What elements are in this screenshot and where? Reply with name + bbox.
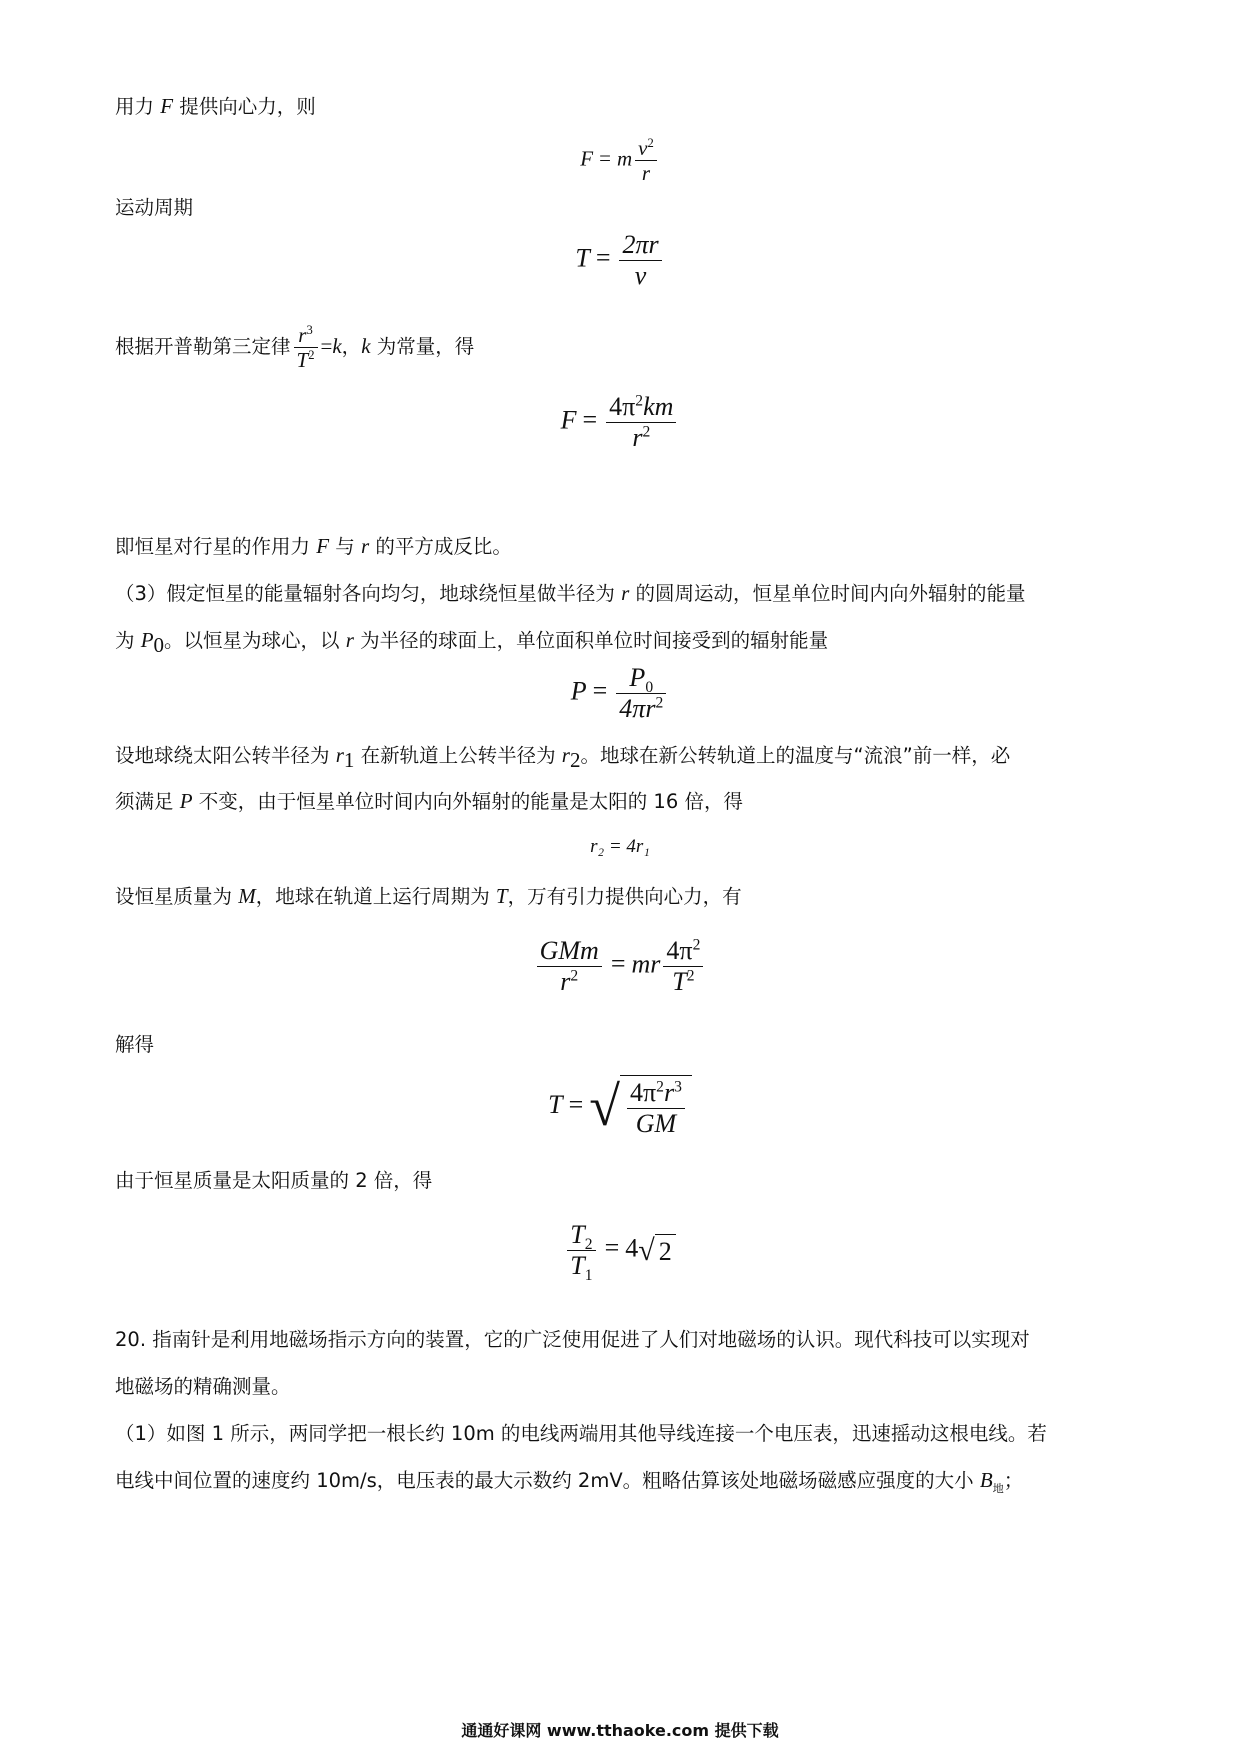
subscript: 1 [343, 747, 355, 772]
text: 不变，由于恒星单位时间内向外辐射的能量是太阳的 16 倍，得 [192, 790, 743, 813]
subscript: 0 [645, 679, 654, 697]
math-number: 4 [625, 1233, 639, 1263]
exponent: 2 [647, 136, 654, 150]
subscript: 0 [153, 632, 165, 657]
math-expression: GMm [537, 936, 602, 967]
text-line [115, 532, 1125, 561]
fraction [606, 392, 676, 453]
text: （1）如图 1 所示，两同学把一根长约 10m 的电线两端用其他导线连接一个电压表，迅速摇动这根电线。若 [115, 1422, 1047, 1445]
math-symbol: P [629, 663, 646, 692]
math-symbol: T [296, 348, 309, 372]
variable: F [160, 94, 174, 118]
math-symbol: v [638, 136, 648, 160]
text: 由于恒星质量是太阳质量的 2 倍，得 [115, 1169, 433, 1192]
text-line [115, 741, 1125, 770]
page-footer: 通通好课网 www.tthaoke.com 提供下载 [461, 1721, 779, 1740]
exponent: 2 [686, 967, 695, 985]
math-symbol: T [672, 966, 687, 996]
text: ，地球在轨道上运行周期为 [255, 885, 496, 908]
exponent: 2 [656, 1078, 664, 1096]
math-expression: km [643, 392, 674, 421]
subscript: 地 [992, 1481, 1004, 1495]
text-line [115, 1031, 1125, 1059]
variable: r [360, 534, 370, 558]
exponent: 3 [306, 322, 313, 337]
math-operator: = [568, 1089, 584, 1119]
math-symbol: T [548, 1089, 563, 1119]
fraction [635, 136, 657, 185]
subscript: 1 [584, 1267, 593, 1285]
equation-period-solved [0, 1075, 1240, 1139]
math-symbol: v [634, 260, 647, 290]
radical-sign: √ [638, 1233, 655, 1267]
equation-new-radius [0, 836, 1240, 858]
text: 的平方成反比。 [369, 535, 512, 558]
text-line [115, 787, 1125, 816]
math-symbol: r [663, 1078, 675, 1107]
math-operator: = [592, 676, 608, 706]
text: 设地球绕太阳公转半径为 [115, 744, 336, 767]
text: （3）假定恒星的能量辐射各向均匀，地球绕恒星做半径为 [115, 582, 622, 605]
text: ， [341, 335, 362, 358]
exponent: 3 [674, 1078, 682, 1096]
text: 在新轨道上公转半径为 [354, 744, 562, 767]
math-expression: 4πr [619, 693, 656, 723]
equation-force-inverse-square [0, 392, 1240, 453]
text: 。地球在新公转轨道上的温度与“流浪”前一样，必 [580, 744, 1011, 767]
math-expression: 4π [630, 1078, 657, 1107]
text: 与 [329, 535, 361, 558]
subscript: 2 [584, 1236, 593, 1254]
fraction [537, 936, 602, 997]
variable: P [140, 628, 154, 652]
text: 运动周期 [115, 196, 194, 219]
exponent: 2 [570, 967, 579, 985]
text: 提供向心力，则 [173, 95, 316, 118]
fraction [619, 230, 661, 291]
text: ，万有引力提供向心力，有 [507, 885, 742, 908]
text-line [115, 626, 1125, 655]
text-line [115, 1420, 1125, 1448]
math-expression: mr [631, 949, 661, 979]
exponent: 2 [642, 423, 651, 441]
math-symbol: m [616, 146, 633, 171]
exponent: 2 [308, 348, 315, 362]
math-symbol: k [332, 334, 342, 358]
math-number: 2 [655, 1234, 676, 1267]
radical-sign: √ [589, 1075, 620, 1138]
math-symbol: T [575, 243, 590, 273]
math-operator: = [610, 949, 626, 979]
variable: r [621, 581, 630, 605]
text-line [115, 1373, 1125, 1401]
math-symbol: r [632, 422, 643, 452]
math-symbol: r [641, 161, 651, 186]
text: 为半径的球面上，单位面积单位时间接受到的辐射能量 [353, 629, 829, 652]
math-expression: r₂ = 4r₁ [590, 836, 650, 857]
question-20-text [115, 1326, 1125, 1354]
text: 的圆周运动，恒星单位时间内向外辐射的能量 [629, 582, 1026, 605]
math-symbol: r [298, 322, 307, 347]
subscript: 2 [569, 747, 581, 772]
fraction [627, 1078, 685, 1139]
text: 为 [115, 629, 141, 652]
exponent: 2 [692, 936, 701, 954]
math-symbol: T [570, 1220, 585, 1249]
text: 20. 指南针是利用地磁场指示方向的装置，它的广泛使用促进了人们对地磁场的认识。现代科技可以实现对 [115, 1328, 1030, 1351]
text: 用力 [115, 95, 161, 118]
math-expression: 4π [666, 936, 693, 965]
exponent: 2 [635, 392, 644, 410]
math-symbol: T [570, 1250, 585, 1280]
equation-period [0, 230, 1240, 291]
variable: B [979, 1468, 993, 1492]
fraction-kepler [294, 323, 318, 372]
equation-period-ratio [0, 1220, 1240, 1285]
variable: F [316, 534, 330, 558]
text-line [115, 1466, 1125, 1495]
text-line [115, 194, 1125, 222]
math-operator: = [604, 1233, 620, 1263]
square-root [638, 1234, 675, 1268]
fraction [567, 1220, 595, 1285]
math-expression: GM [635, 1108, 677, 1138]
math-symbol: F [580, 146, 594, 171]
text: 须满足 [115, 790, 180, 813]
math-operator: = [595, 243, 611, 273]
text: 解得 [115, 1033, 155, 1056]
math-operator: = [599, 146, 611, 171]
variable: k [361, 334, 371, 358]
text: 地磁场的精确测量。 [115, 1375, 291, 1398]
math-operator: = [582, 405, 598, 435]
square-root [589, 1075, 692, 1139]
variable: r [561, 743, 570, 767]
text-line [115, 882, 1125, 911]
variable: M [238, 884, 256, 908]
text: ； [1003, 1469, 1024, 1492]
variable: r [345, 628, 354, 652]
text-line [115, 92, 1125, 121]
math-symbol: P [570, 676, 587, 706]
math-expression: 2πr [619, 230, 661, 261]
text-line [115, 1167, 1125, 1195]
text-line [115, 579, 1125, 608]
fraction [663, 936, 703, 997]
text: 电线中间位置的速度约 10m/s，电压表的最大示数约 2mV。粗略估算该处地磁场磁感应强度的大小 [115, 1469, 980, 1492]
variable: r [335, 743, 344, 767]
math-expression: 4π [609, 392, 636, 421]
math-operator: = [320, 334, 333, 358]
text: 。以恒星为球心，以 [164, 629, 346, 652]
math-symbol: F [560, 405, 577, 435]
text: 为常量，得 [370, 335, 475, 358]
fraction [616, 663, 666, 724]
equation-centripetal-force [0, 136, 1240, 185]
text: 设恒星质量为 [115, 885, 239, 908]
variable: T [495, 884, 508, 908]
text-line [115, 318, 1125, 374]
text: 即恒星对行星的作用力 [115, 535, 317, 558]
variable: P [179, 789, 193, 813]
math-symbol: r [560, 966, 571, 996]
text: 根据开普勒第三定律 [115, 335, 291, 358]
exponent: 2 [655, 694, 664, 712]
equation-gravitation [0, 936, 1240, 997]
equation-radiation-power [0, 663, 1240, 724]
